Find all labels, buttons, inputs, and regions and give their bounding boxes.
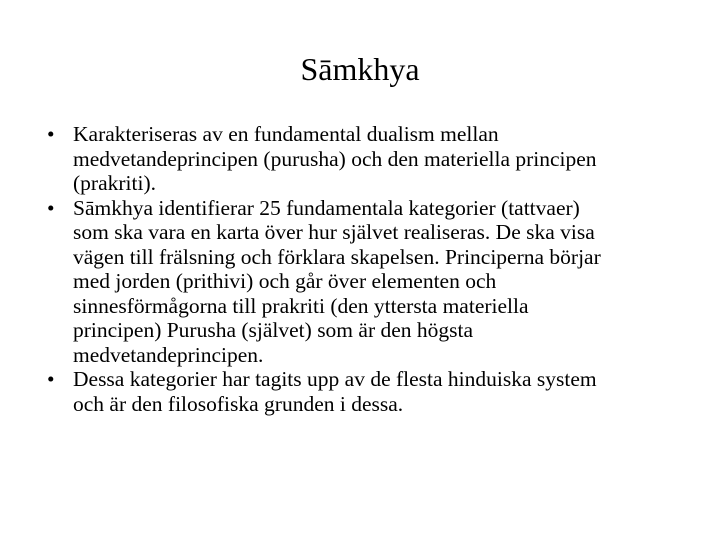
bullet-text-line: medvetandeprincipen (purusha) och den materiella principen bbox=[73, 146, 597, 171]
bullet-dot-icon: • bbox=[47, 195, 55, 220]
bullet-item bbox=[47, 122, 601, 196]
bullet-text-line: vägen till frälsning och förklara skapelsen. Principerna börjar bbox=[73, 244, 601, 269]
bullet-text-line: Dessa kategorier har tagits upp av de flesta hinduiska system bbox=[73, 367, 597, 391]
bullet-text-line: medvetandeprincipen. bbox=[73, 342, 264, 367]
bullet-text-line: sinnesförmågorna till prakriti (den yttersta materiella bbox=[73, 293, 529, 318]
bullet-text-line: principen) Purusha (självet) som är den högsta bbox=[73, 318, 474, 342]
bullet-dot-icon: • bbox=[47, 367, 55, 391]
bullet-dot-icon: • bbox=[47, 122, 55, 146]
slide-title: Sāmkhya bbox=[300, 51, 420, 87]
bullet-item bbox=[47, 367, 601, 416]
bullet-text-line: med jorden (prithivi) och går över elementen och bbox=[73, 269, 497, 293]
bullet-list bbox=[47, 122, 601, 416]
bullet-text-line: (prakriti). bbox=[73, 171, 156, 195]
bullet-text-line: som ska vara en karta över hur självet realiseras. De ska visa bbox=[73, 220, 595, 244]
bullet-text-line: Sāmkhya identifierar 25 fundamentala kategorier (tattvaer) bbox=[73, 195, 580, 220]
bullet-item bbox=[47, 196, 601, 368]
bullet-text-line: och är den filosofiska grunden i dessa. bbox=[73, 391, 404, 416]
bullet-text-line: Karakteriseras av en fundamental dualism mellan bbox=[73, 122, 499, 146]
